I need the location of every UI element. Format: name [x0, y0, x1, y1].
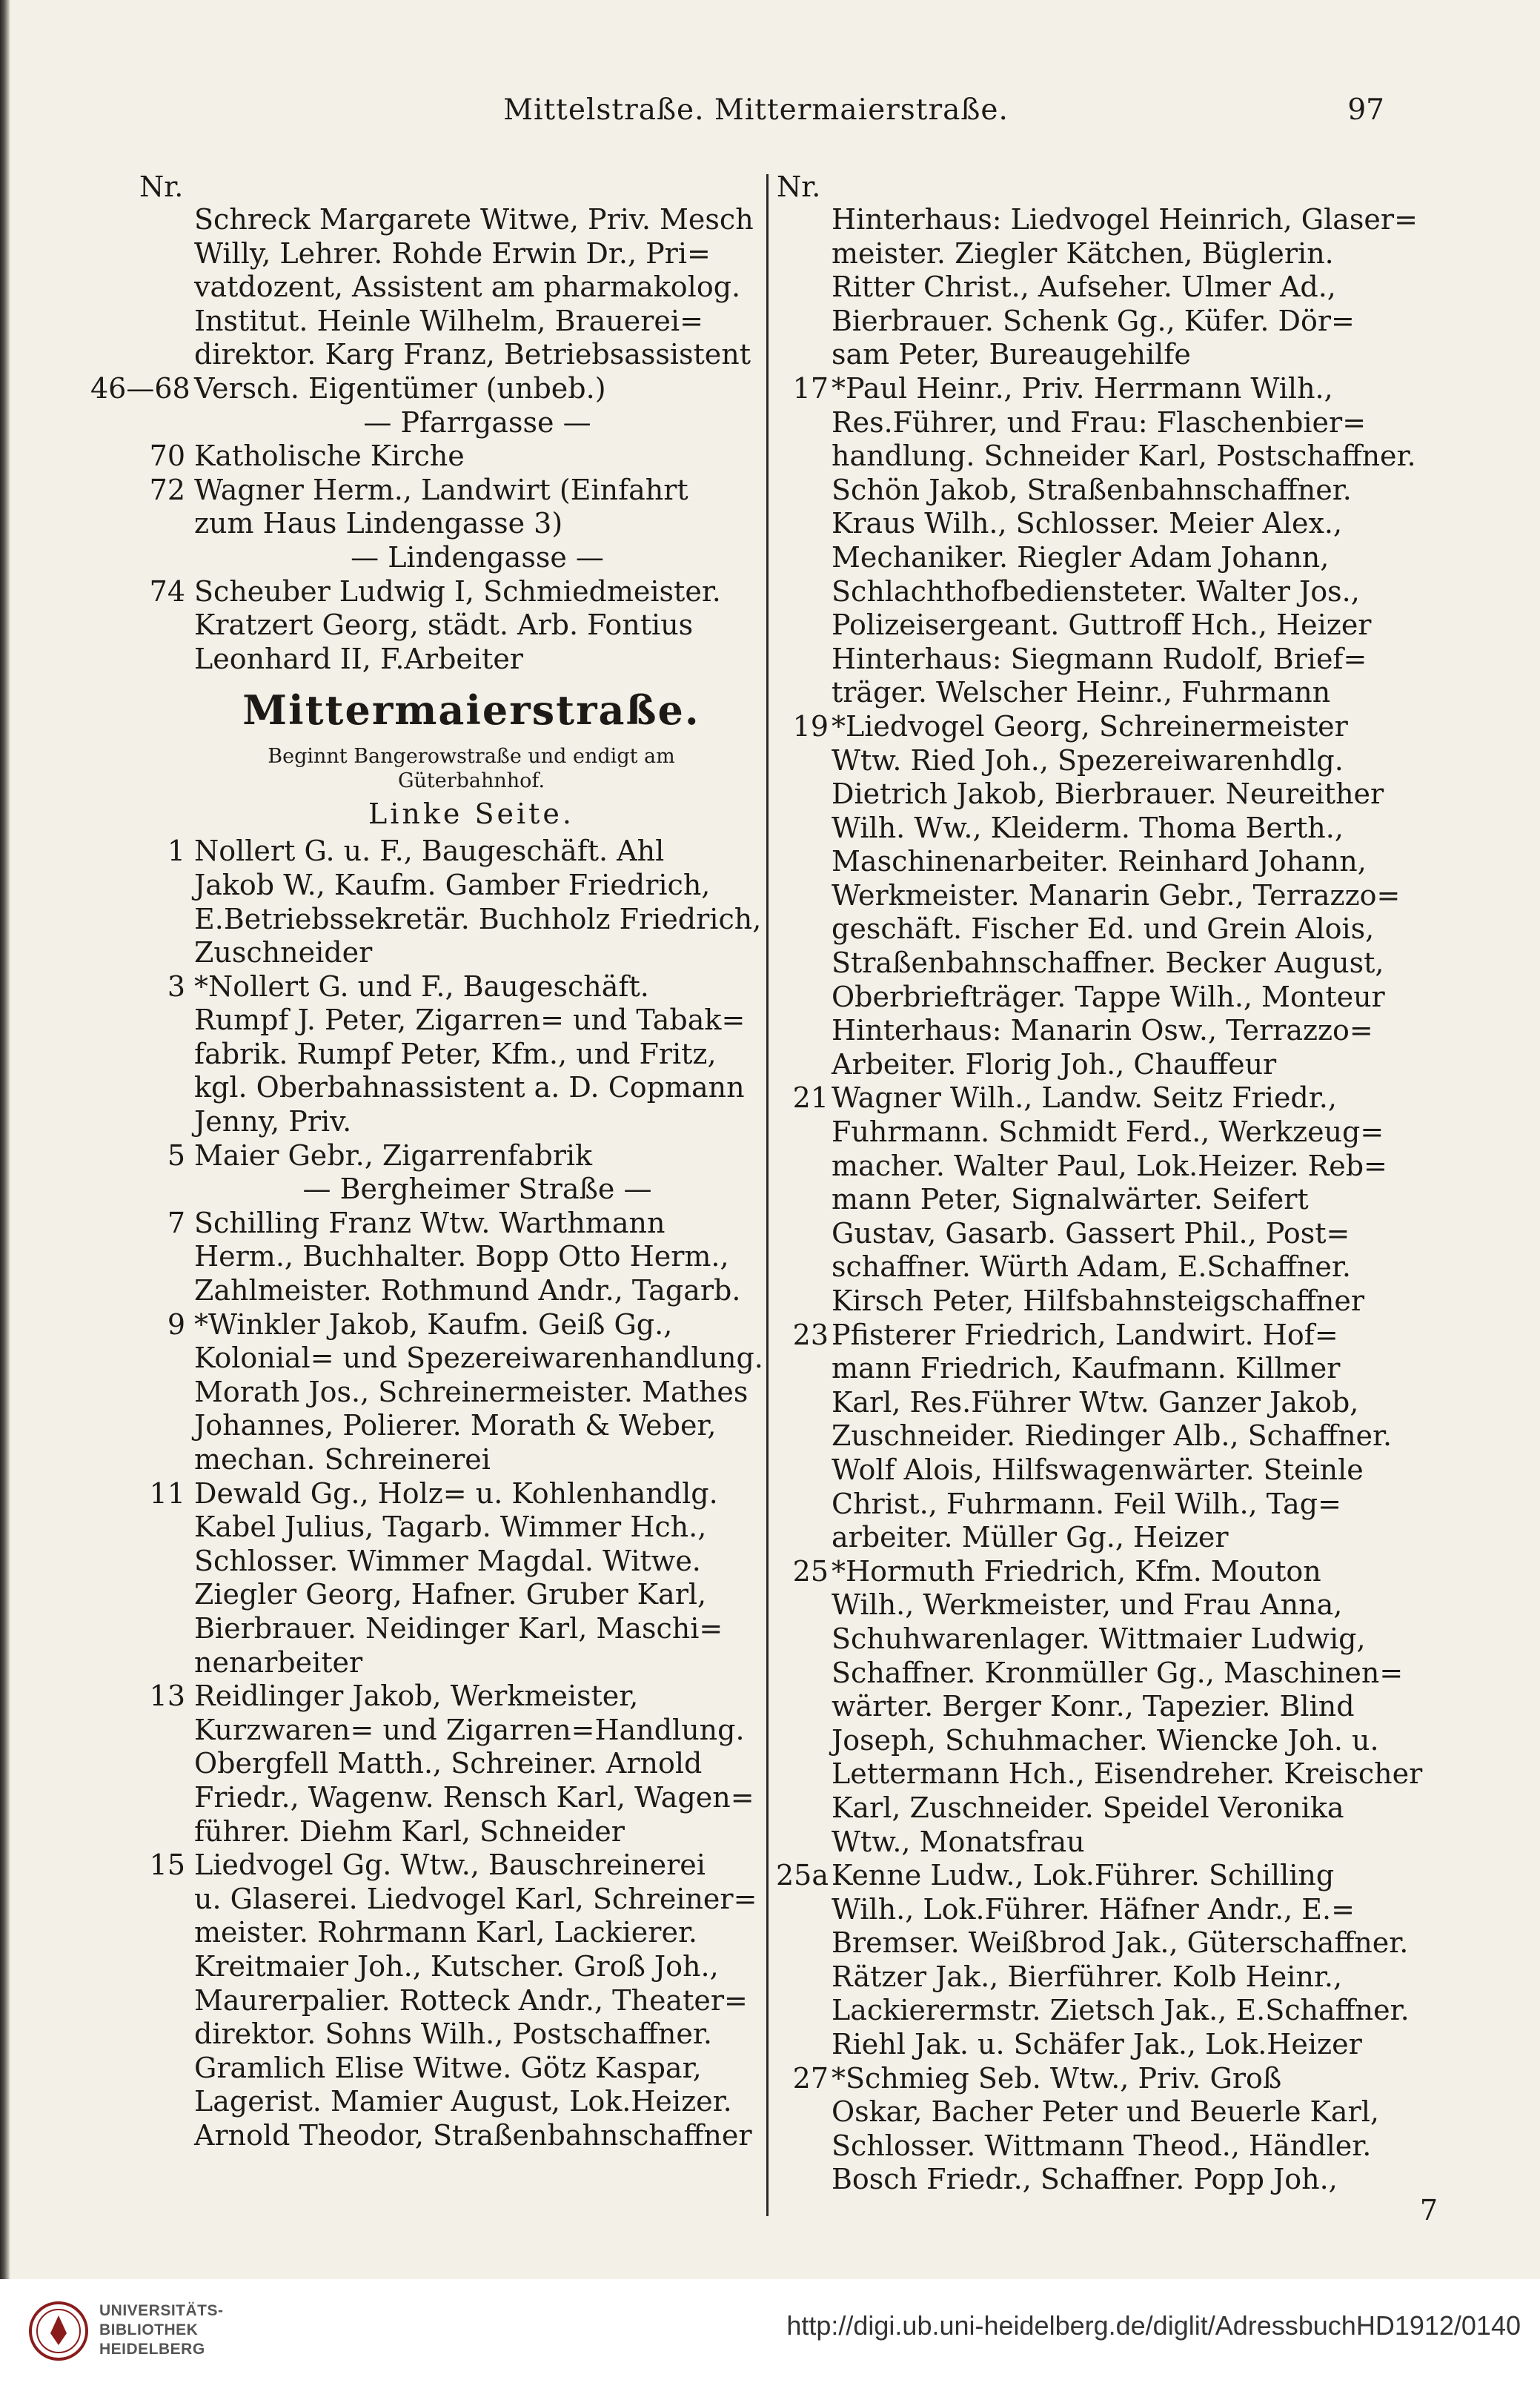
house-number: 46—68 — [90, 371, 190, 405]
directory-entry-line — [138, 237, 760, 271]
directory-entry-line — [775, 203, 1418, 237]
entry-text: Wilh., Lok.Führer. Häfner Andr., E.= — [832, 1892, 1355, 1926]
directory-entry-line — [775, 1250, 1395, 1284]
entry-text: *Winkler Jakob, Kaufm. Geiß Gg., — [194, 1307, 673, 1341]
entry-text: Fuhrmann. Schmidt Ferd., Werkzeug= — [832, 1115, 1384, 1149]
logo-line-1: UNIVERSITÄTS- — [99, 2302, 224, 2319]
house-number: 7 — [167, 1206, 185, 1239]
directory-entry-line — [138, 936, 760, 970]
directory-entry-line — [138, 835, 760, 869]
directory-entry-line — [775, 575, 1395, 609]
directory-entry-line — [138, 1747, 760, 1781]
street-crossing-label — [138, 406, 760, 440]
entry-text: Christ., Fuhrmann. Feil Wilh., Tag= — [832, 1487, 1341, 1520]
entry-text: Kratzert Georg, städt. Arb. Fontius — [194, 609, 694, 642]
directory-entry-line — [138, 1545, 760, 1579]
directory-entry-line — [775, 1859, 1395, 1893]
directory-entry-line — [138, 2119, 760, 2153]
directory-entry-line — [775, 1183, 1395, 1217]
directory-entry-line — [775, 1588, 1395, 1622]
entry-text: Zuschneider — [194, 936, 373, 969]
entry-text: Mechaniker. Riegler Adam Johann, — [832, 540, 1330, 574]
directory-entry-line — [775, 1488, 1395, 1522]
directory-entry-line — [775, 1757, 1423, 1791]
column-divider — [766, 174, 769, 2216]
directory-entry-line — [775, 1048, 1395, 1082]
right-nr-label: Nr. — [777, 170, 821, 203]
left-entries-top — [90, 203, 760, 676]
directory-entry-line — [138, 2018, 760, 2052]
directory-entry-line — [138, 609, 760, 643]
house-number: 11 — [149, 1476, 185, 1510]
directory-entry-line — [138, 1984, 760, 2018]
entry-text: Straßenbahnschaffner. Becker August, — [832, 946, 1384, 980]
directory-entry-line — [775, 1893, 1395, 1927]
directory-entry-line — [138, 1950, 760, 1984]
entry-text: Wagner Herm., Landwirt (Einfahrt — [194, 473, 688, 506]
entry-text: Zuschneider. Riedinger Alb., Schaffner. — [832, 1419, 1393, 1453]
entry-text: Zahlmeister. Rothmund Andr., Tagarb. — [194, 1274, 741, 1307]
directory-entry-line — [775, 744, 1395, 778]
directory-entry-line — [775, 440, 1416, 474]
directory-entry-line — [775, 1994, 1410, 2028]
directory-entry-line — [775, 1115, 1395, 1150]
entry-text: Oberbriefträger. Tappe Wilh., Monteur — [832, 980, 1385, 1013]
house-number: 70 — [149, 440, 185, 473]
directory-entry-line — [775, 237, 1395, 271]
directory-entry-line — [138, 1883, 760, 1917]
directory-entry-line — [775, 981, 1395, 1015]
directory-entry-line — [775, 1217, 1395, 1251]
right-entries — [775, 203, 1423, 2197]
directory-entry-line — [775, 778, 1395, 812]
entry-text: Kreitmaier Joh., Kutscher. Groß Joh., — [194, 1949, 719, 1983]
library-footer — [0, 2279, 1540, 2397]
section-note-line-2: Güterbahnhof. — [397, 769, 545, 793]
directory-entry-line — [775, 474, 1395, 508]
directory-entry-line — [775, 2163, 1395, 2197]
entry-text: Ritter Christ., Aufseher. Ulmer Ad., — [832, 271, 1336, 304]
directory-entry-line — [775, 507, 1395, 541]
entry-text: Schlosser. Wittmann Theod., Händler. — [832, 2129, 1372, 2162]
entry-text: Rumpf J. Peter, Zigarren= und Tabak= — [194, 1004, 746, 1037]
entry-text: *Paul Heinr., Priv. Herrmann Wilh., — [832, 371, 1333, 405]
entry-text: Hinterhaus: Liedvogel Heinrich, Glaser= — [832, 203, 1418, 236]
entry-text: u. Glaserei. Liedvogel Karl, Schreiner= — [194, 1882, 757, 1915]
left-entries-bottom — [138, 835, 763, 2152]
section-title: Mittermaierstraße. — [242, 686, 700, 735]
entry-text: Bierbrauer. Schenk Gg., Küfer. Dör= — [832, 304, 1355, 337]
entry-text: Morath Jos., Schreinermeister. Mathes — [194, 1375, 749, 1408]
entry-text: Riehl Jak. u. Schäfer Jak., Lok.Heizer — [832, 2028, 1362, 2061]
entry-text: Herm., Buchhalter. Bopp Otto Herm., — [194, 1240, 729, 1273]
directory-entry-line — [775, 643, 1395, 677]
entry-text: schaffner. Würth Adam, E.Schaffner. — [832, 1250, 1351, 1284]
entry-text: Leonhard II, F.Arbeiter — [194, 642, 523, 675]
entry-text: Lettermann Hch., Eisendreher. Kreischer — [832, 1757, 1423, 1791]
directory-entry-line — [775, 1014, 1395, 1048]
entry-text: Bierbrauer. Neidinger Karl, Maschi= — [194, 1611, 723, 1645]
directory-entry-line — [138, 1004, 760, 1038]
entry-text: macher. Walter Paul, Lok.Heizer. Reb= — [832, 1149, 1387, 1182]
entry-text: Schilling Franz Wtw. Warthmann — [194, 1206, 666, 1239]
directory-entry-line — [138, 1781, 760, 1815]
house-number: 13 — [149, 1680, 185, 1713]
directory-entry-line — [138, 271, 760, 305]
directory-entry-line — [775, 1926, 1409, 1960]
directory-entry-line — [775, 1352, 1395, 1386]
street-crossing-label — [138, 541, 760, 575]
house-number: 17 — [792, 371, 829, 405]
directory-entry-line — [775, 946, 1395, 981]
entry-text: Jenny, Priv. — [194, 1105, 352, 1138]
directory-entry-line — [138, 1308, 760, 1342]
entry-text: direktor. Sohns Wilh., Postschaffner. — [194, 2018, 712, 2051]
directory-entry-line — [775, 1319, 1395, 1353]
directory-entry-line — [775, 1622, 1395, 1657]
directory-entry-line — [775, 271, 1395, 305]
entry-text: Ziegler Georg, Hafner. Gruber Karl, — [194, 1578, 707, 1611]
directory-entry-line — [138, 1511, 760, 1545]
entry-text: Arnold Theodor, Straßenbahnschaffner — [194, 2118, 752, 2152]
entry-text: Kurzwaren= und Zigarren=Handlung. — [194, 1713, 745, 1746]
directory-entry-line — [775, 1690, 1395, 1724]
entry-text: mechan. Schreinerei — [194, 1443, 491, 1476]
side-label: Linke Seite. — [368, 798, 574, 831]
entry-text: Gustav, Gasarb. Gassert Phil., Post= — [832, 1216, 1350, 1250]
entry-text: Schreck Margarete Witwe, Priv. Mesch — [194, 203, 754, 236]
directory-entry-line — [138, 1578, 760, 1612]
directory-entry-line — [138, 970, 760, 1004]
entry-text: Schuhwarenlager. Wittmaier Ludwig, — [832, 1622, 1366, 1655]
house-number: 1 — [167, 835, 185, 868]
right-column — [775, 170, 1423, 2197]
directory-entry-line — [775, 878, 1401, 913]
house-number: 5 — [167, 1138, 185, 1172]
directory-entry-line — [775, 912, 1395, 946]
source-url-link[interactable]: http://digi.ub.uni-heidelberg.de/diglit/AdressbuchHD1912/0140 — [786, 2310, 1521, 2341]
entry-text: geschäft. Fischer Ed. und Grein Alois, — [832, 912, 1375, 946]
entry-text: Wilh., Werkmeister, und Frau Anna, — [832, 1588, 1343, 1622]
entry-text: Reidlinger Jakob, Werkmeister, — [194, 1680, 639, 1713]
entry-text: Katholische Kirche — [194, 440, 465, 473]
directory-entry-line — [138, 903, 760, 937]
house-number: 27 — [792, 2061, 829, 2095]
directory-entry-line — [138, 474, 760, 508]
house-number: 25a — [775, 1859, 829, 1892]
signature-mark: 7 — [1419, 2194, 1438, 2227]
entry-text: — Lindengasse — — [351, 540, 604, 574]
page-header — [111, 87, 1401, 139]
house-number: 25 — [792, 1554, 829, 1588]
entry-text: Karl, Zuschneider. Speidel Veronika — [832, 1791, 1344, 1824]
directory-entry-line — [138, 1680, 760, 1714]
entry-text: — Bergheimer Straße — — [302, 1173, 652, 1206]
scan-binding-edge — [0, 0, 10, 2279]
directory-entry-line — [138, 1071, 760, 1105]
house-number: 72 — [149, 473, 185, 506]
entry-text: mann Friedrich, Kaufmann. Killmer — [832, 1352, 1341, 1385]
house-number: 23 — [792, 1318, 829, 1351]
entry-text: sam Peter, Bureaugehilfe — [832, 338, 1191, 371]
house-number: 19 — [792, 709, 829, 743]
entry-text: arbeiter. Müller Gg., Heizer — [832, 1521, 1229, 1554]
directory-entry-line — [775, 1284, 1395, 1319]
directory-entry-line — [775, 710, 1395, 744]
entry-text: vatdozent, Assistent am pharmakolog. — [194, 271, 741, 304]
directory-entry-line — [138, 1849, 760, 1883]
directory-entry-line — [775, 2095, 1395, 2129]
section-note-line-1: Beginnt Bangerowstraße und endigt am — [268, 745, 675, 769]
entry-text: *Schmieg Seb. Wtw., Priv. Groß — [832, 2061, 1282, 2095]
section-note — [138, 744, 760, 793]
directory-entry-line — [775, 2062, 1395, 2096]
entry-text: *Liedvogel Georg, Schreinermeister — [832, 709, 1348, 743]
directory-entry-line — [775, 1081, 1395, 1115]
logo-line-2: BIBLIOTHEK — [99, 2321, 199, 2338]
directory-entry-line — [138, 1139, 760, 1173]
directory-entry-line — [138, 1038, 760, 1072]
directory-entry-line — [775, 1419, 1395, 1453]
entry-text: Maurerpalier. Rotteck Andr., Theater= — [194, 1983, 748, 2017]
directory-entry-line — [775, 541, 1395, 575]
entry-text: Kabel Julius, Tagarb. Wimmer Hch., — [194, 1511, 707, 1544]
left-column — [90, 170, 763, 2152]
entry-text: Scheuber Ludwig I, Schmiedmeister. — [194, 574, 721, 608]
directory-entry-line — [775, 1960, 1395, 1995]
entry-text: Willy, Lehrer. Rohde Erwin Dr., Pri= — [194, 236, 711, 270]
directory-entry-line — [775, 1386, 1395, 1420]
entry-text: Maschinenarbeiter. Reinhard Johann, — [832, 845, 1367, 878]
directory-entry-line — [775, 845, 1395, 879]
entry-text: *Hormuth Friedrich, Kfm. Mouton — [832, 1554, 1321, 1588]
entry-text: Karl, Res.Führer Wtw. Ganzer Jakob, — [832, 1385, 1359, 1419]
entry-text: Dewald Gg., Holz= u. Kohlenhandlg. — [194, 1476, 718, 1510]
entry-text: Arbeiter. Florig Joh., Chauffeur — [832, 1047, 1277, 1081]
directory-entry-line — [138, 338, 760, 372]
directory-entry-line — [775, 1826, 1395, 1860]
directory-entry-line — [138, 1240, 760, 1274]
entry-text: Res.Führer, und Frau: Flaschenbier= — [832, 405, 1367, 439]
directory-entry-line — [138, 869, 760, 903]
university-seal-icon — [28, 2301, 89, 2361]
entry-text: zum Haus Lindengasse 3) — [194, 507, 563, 540]
entry-text: meister. Rohrmann Karl, Lackierer. — [194, 1916, 698, 1949]
directory-entry-line — [775, 1724, 1395, 1758]
directory-entry-line — [138, 1105, 760, 1139]
directory-entry-line — [138, 1477, 760, 1511]
entry-text: Lagerist. Mamier August, Lok.Heizer. — [194, 2085, 732, 2118]
house-number: 3 — [167, 969, 185, 1003]
directory-entry-line — [138, 1714, 760, 1748]
directory-entry-line — [138, 575, 760, 609]
entry-text: Lackierermstr. Zietsch Jak., E.Schaffner. — [832, 1994, 1410, 2027]
entry-text: Friedr., Wagenw. Rensch Karl, Wagen= — [194, 1780, 754, 1814]
directory-entry-line — [138, 1409, 760, 1443]
directory-entry-line — [775, 2129, 1395, 2164]
house-number: 74 — [149, 574, 185, 608]
entry-text: Wolf Alois, Hilfswagenwärter. Steinle — [832, 1453, 1364, 1486]
directory-entry-line — [775, 1555, 1395, 1589]
entry-text: Obergfell Matth., Schreiner. Arnold — [194, 1747, 703, 1780]
directory-entry-line — [138, 1376, 760, 1410]
left-nr-label: Nr. — [139, 170, 184, 203]
entry-text: Schlachthofbediensteter. Walter Jos., — [832, 574, 1360, 608]
entry-text: Bremser. Weißbrod Jak., Güterschaffner. — [832, 1926, 1409, 1960]
entry-text: nenarbeiter — [194, 1645, 363, 1679]
entry-text: Institut. Heinle Wilhelm, Brauerei= — [194, 304, 703, 337]
entry-text: Gramlich Elise Witwe. Götz Kaspar, — [194, 2051, 702, 2084]
entry-text: kgl. Oberbahnassistent a. D. Copmann — [194, 1071, 745, 1104]
directory-entry-line — [775, 338, 1395, 372]
directory-entry-line — [138, 2085, 760, 2119]
directory-entry-line — [775, 1791, 1395, 1826]
directory-entry-line — [138, 643, 760, 677]
entry-text: Nollert G. u. F., Baugeschäft. Ahl — [194, 835, 665, 868]
directory-entry-line — [775, 812, 1395, 846]
directory-entry-line — [775, 406, 1395, 440]
directory-entry-line — [138, 507, 760, 541]
library-logo-text — [99, 2301, 224, 2359]
entry-text: Johannes, Polierer. Morath & Weber, — [194, 1409, 717, 1442]
entry-text: Werkmeister. Manarin Gebr., Terrazzo= — [832, 878, 1401, 912]
directory-entry-line — [775, 372, 1395, 406]
directory-entry-line — [775, 1453, 1395, 1488]
directory-entry-line — [138, 1274, 760, 1308]
entry-text: Oskar, Bacher Peter und Beuerle Karl, — [832, 2095, 1379, 2129]
directory-entry-line — [138, 305, 760, 339]
directory-entry-line — [775, 1656, 1404, 1691]
directory-entry-line — [775, 609, 1395, 643]
entry-text: Kirsch Peter, Hilfsbahnsteigschaffner — [832, 1284, 1365, 1317]
entry-text: Kolonial= und Spezereiwarenhandlung. — [194, 1342, 763, 1375]
entry-text: Dietrich Jakob, Bierbrauer. Neureither — [832, 778, 1384, 811]
directory-entry-line — [138, 1916, 760, 1950]
entry-text: meister. Ziegler Kätchen, Büglerin. — [832, 236, 1334, 270]
entry-text: Hinterhaus: Manarin Osw., Terrazzo= — [832, 1014, 1373, 1047]
entry-text: *Nollert G. und F., Baugeschäft. — [194, 969, 649, 1003]
directory-entry-line — [775, 1150, 1395, 1184]
entry-text: Kenne Ludw., Lok.Führer. Schilling — [832, 1859, 1335, 1892]
directory-entry-line — [90, 371, 760, 406]
entry-text: Wilh. Ww., Kleiderm. Thoma Berth., — [832, 811, 1344, 844]
directory-entry-line — [138, 440, 760, 474]
entry-text: Hinterhaus: Siegmann Rudolf, Brief= — [832, 642, 1367, 675]
entry-text: mann Peter, Signalwärter. Seifert — [832, 1183, 1309, 1216]
entry-text: Polizeisergeant. Guttroff Hch., Heizer — [832, 609, 1372, 642]
entry-text: träger. Welscher Heinr., Fuhrmann — [832, 676, 1331, 709]
directory-entry-line — [138, 203, 760, 237]
directory-entry-line — [138, 1207, 760, 1241]
entry-text: Bosch Friedr., Schaffner. Popp Joh., — [832, 2163, 1338, 2196]
entry-text: wärter. Berger Konr., Tapezier. Blind — [832, 1690, 1355, 1723]
entry-text: Versch. Eigentümer (unbeb.) — [194, 371, 606, 405]
entry-text: Wtw., Monatsfrau — [832, 1825, 1085, 1858]
running-title: Mittelstraße. Mittermaierstraße. — [503, 93, 1009, 127]
entry-text: Kraus Wilh., Schlosser. Meier Alex., — [832, 507, 1343, 540]
directory-entry-line — [775, 305, 1395, 339]
entry-text: Wtw. Ried Joh., Spezereiwarenhdlg. — [832, 743, 1344, 777]
page-number: 97 — [1347, 93, 1384, 127]
entry-text: fabrik. Rumpf Peter, Kfm., und Fritz, — [194, 1037, 717, 1070]
directory-entry-line — [138, 1443, 760, 1477]
house-number: 9 — [167, 1307, 185, 1341]
house-number: 21 — [792, 1081, 829, 1115]
entry-text: — Pfarrgasse — — [363, 405, 591, 439]
house-number: 15 — [149, 1849, 185, 1882]
entry-text: führer. Diehm Karl, Schneider — [194, 1814, 625, 1848]
directory-entry-line — [138, 1815, 760, 1849]
directory-entry-line — [775, 1521, 1395, 1555]
entry-text: Liedvogel Gg. Wtw., Bauschreinerei — [194, 1849, 706, 1882]
street-crossing-label — [138, 1173, 760, 1207]
entry-text: direktor. Karg Franz, Betriebsassistent — [194, 338, 751, 371]
directory-entry-line — [775, 676, 1395, 710]
directory-entry-line — [775, 2028, 1395, 2062]
entry-text: handlung. Schneider Karl, Postschaffner. — [832, 440, 1416, 473]
directory-entry-line — [138, 1612, 760, 1646]
entry-text: Pfisterer Friedrich, Landwirt. Hof= — [832, 1318, 1338, 1351]
entry-text: Rätzer Jak., Bierführer. Kolb Heinr., — [832, 1960, 1343, 1993]
entry-text: Joseph, Schuhmacher. Wiencke Joh. u. — [832, 1723, 1379, 1757]
directory-entry-line — [138, 2052, 760, 2086]
entry-text: Schaffner. Kronmüller Gg., Maschinen= — [832, 1656, 1404, 1689]
directory-entry-line — [138, 1646, 760, 1680]
entry-text: Jakob W., Kaufm. Gamber Friedrich, — [194, 868, 711, 901]
directory-entry-line — [138, 1342, 763, 1376]
entry-text: Wagner Wilh., Landw. Seitz Friedr., — [832, 1081, 1337, 1115]
entry-text: E.Betriebssekretär. Buchholz Friedrich, — [194, 902, 762, 935]
entry-text: Schön Jakob, Straßenbahnschaffner. — [832, 473, 1352, 506]
entry-text: Schlosser. Wimmer Magdal. Witwe. — [194, 1544, 701, 1577]
entry-text: Maier Gebr., Zigarrenfabrik — [194, 1138, 593, 1172]
logo-line-3: HEIDELBERG — [99, 2341, 205, 2358]
